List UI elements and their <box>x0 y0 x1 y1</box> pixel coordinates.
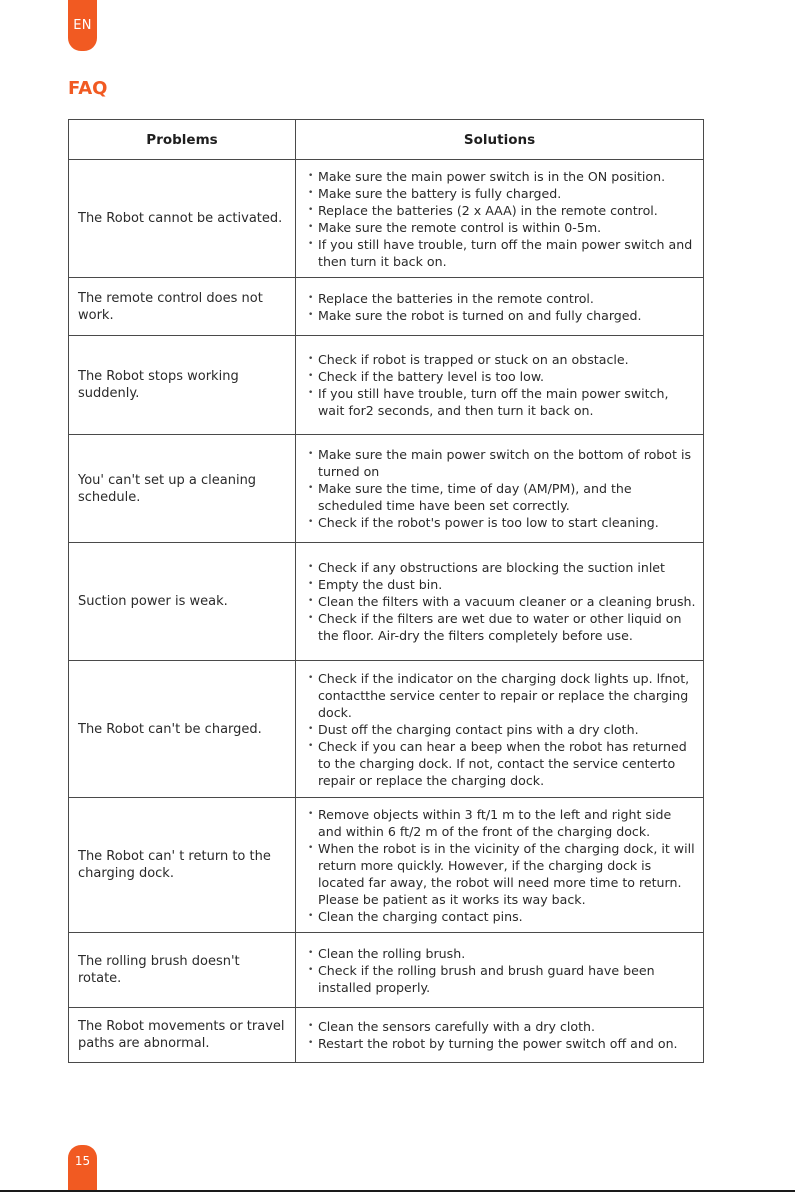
solution-list <box>308 1018 697 1052</box>
solution-item: • Check if robot is trapped or stuck on an obstacle. <box>308 351 697 368</box>
solution-item: • Check if the filters are wet due to water or other liquid on the floor. Air-dry the filters completely before use. <box>308 610 697 644</box>
faq-row-stops-working <box>69 336 704 435</box>
solution-cell <box>296 798 704 933</box>
solution-item: • Restart the robot by turning the power switch off and on. <box>308 1035 697 1052</box>
solution-item: • Make sure the main power switch on the bottom of robot is turned on <box>308 446 697 480</box>
solution-list <box>308 670 697 789</box>
faq-row-abnormal-paths <box>69 1008 704 1063</box>
solution-item: • Check if you can hear a beep when the robot has returned to the charging dock. If not, contact the service centerto repair or replace the charging dock. <box>308 738 697 789</box>
solution-list <box>308 168 697 270</box>
page-number-tab <box>68 1145 97 1192</box>
solution-item: • Clean the charging contact pins. <box>308 908 697 925</box>
solution-cell <box>296 543 704 661</box>
problem-cell: The Robot can't be charged. <box>69 661 296 798</box>
language-tab <box>68 0 97 51</box>
solution-list <box>308 945 697 996</box>
solution-list <box>308 446 697 531</box>
faq-row-remote-not-working <box>69 278 704 336</box>
faq-row-brush-not-rotating <box>69 933 704 1008</box>
solution-list <box>308 290 697 324</box>
solution-item: • Make sure the time, time of day (AM/PM), and the scheduled time have been set correctly. <box>308 480 697 514</box>
solution-cell <box>296 278 704 336</box>
solution-cell <box>296 1008 704 1063</box>
problem-cell: The Robot movements or travel paths are abnormal. <box>69 1008 296 1063</box>
solution-item: • Make sure the robot is turned on and fully charged. <box>308 307 697 324</box>
solution-item: • Check if the battery level is too low. <box>308 368 697 385</box>
solution-item: • Replace the batteries (2 x AAA) in the remote control. <box>308 202 697 219</box>
solution-item: • Replace the batteries in the remote control. <box>308 290 697 307</box>
solutions-header: Solutions <box>296 120 704 160</box>
page-number: 15 <box>74 1154 91 1168</box>
faq-row-cannot-activate <box>69 160 704 278</box>
solution-item: • Remove objects within 3 ft/1 m to the left and right side and within 6 ft/2 m of the front of the charging dock. <box>308 806 697 840</box>
problem-cell: The rolling brush doesn't rotate. <box>69 933 296 1008</box>
faq-row-schedule <box>69 435 704 543</box>
page-title: FAQ <box>68 78 108 99</box>
solution-item: • Make sure the remote control is within 0-5m. <box>308 219 697 236</box>
solution-item: • Make sure the battery is fully charged. <box>308 185 697 202</box>
solution-list <box>308 559 697 644</box>
solution-item: • Make sure the main power switch is in the ON position. <box>308 168 697 185</box>
solution-item: • Empty the dust bin. <box>308 576 697 593</box>
solution-cell <box>296 435 704 543</box>
problem-cell: The Robot stops working suddenly. <box>69 336 296 435</box>
solution-cell <box>296 336 704 435</box>
faq-row-weak-suction <box>69 543 704 661</box>
solution-item: • Dust off the charging contact pins with a dry cloth. <box>308 721 697 738</box>
faq-header-row <box>69 120 704 160</box>
problem-cell: The Robot cannot be activated. <box>69 160 296 278</box>
problem-cell: The remote control does not work. <box>69 278 296 336</box>
faq-row-cannot-charge <box>69 661 704 798</box>
solution-item: • Clean the rolling brush. <box>308 945 697 962</box>
problem-cell: Suction power is weak. <box>69 543 296 661</box>
solution-cell <box>296 160 704 278</box>
solution-item: • Clean the filters with a vacuum cleaner or a cleaning brush. <box>308 593 697 610</box>
language-label: EN <box>73 18 92 33</box>
faq-row-cannot-return <box>69 798 704 933</box>
solution-item: • If you still have trouble, turn off the main power switch and then turn it back on. <box>308 236 697 270</box>
solution-item: • Check if the indicator on the charging dock lights up. lfnot, contactthe service center to repair or replace the charging dock. <box>308 670 697 721</box>
solution-item: • Check if any obstructions are blocking the suction inlet <box>308 559 697 576</box>
solution-item: • Check if the rolling brush and brush guard have been installed properly. <box>308 962 697 996</box>
solution-cell <box>296 933 704 1008</box>
solution-item: • If you still have trouble, turn off the main power switch, wait for2 seconds, and then turn it back on. <box>308 385 697 419</box>
solution-list <box>308 351 697 419</box>
solution-list <box>308 806 697 925</box>
solution-item: • Clean the sensors carefully with a dry cloth. <box>308 1018 697 1035</box>
solution-item: • When the robot is in the vicinity of the charging dock, it will return more quickly. However, if the charging dock is located far away, the robot will need more time to return. Please be patient as it works its way back. <box>308 840 697 908</box>
faq-table <box>68 119 704 1063</box>
problem-cell: The Robot can' t return to the charging dock. <box>69 798 296 933</box>
problem-cell: You' can't set up a cleaning schedule. <box>69 435 296 543</box>
solution-item: • Check if the robot's power is too low to start cleaning. <box>308 514 697 531</box>
solution-cell <box>296 661 704 798</box>
problems-header: Problems <box>69 120 296 160</box>
